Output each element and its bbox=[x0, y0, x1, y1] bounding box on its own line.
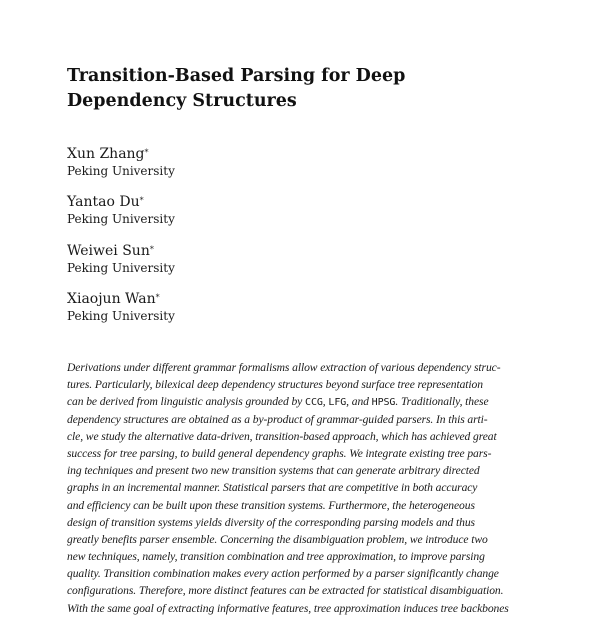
abstract-line: tures. Particularly, bilexical deep dependency structures beyond surface tree representation bbox=[67, 378, 483, 392]
hpsg-acronym: HPSG bbox=[371, 397, 396, 409]
abstract-line: ing techniques and present two new transition systems that can generate arbitrary directed bbox=[67, 464, 480, 478]
author-block bbox=[67, 243, 367, 291]
abstract-line: dependency structures are obtained as a by-product of grammar-guided parsers. In this arti- bbox=[67, 412, 488, 426]
author-list bbox=[67, 146, 367, 339]
author-name: Weiwei Sun* bbox=[67, 242, 154, 259]
abstract bbox=[67, 359, 541, 617]
author-name: Yantao Du* bbox=[67, 194, 144, 211]
author-block bbox=[67, 291, 367, 339]
lfg-acronym: LFG bbox=[328, 397, 347, 409]
abstract-line: and efficiency can be built upon these transition systems. Furthermore, the heterogeneous bbox=[67, 498, 475, 512]
abstract-line: With the same goal of extracting informative features, tree approximation induces tree backbones bbox=[67, 601, 509, 615]
abstract-line: cle, we study the alternative data-driven, transition-based approach, which has achieved great bbox=[67, 429, 497, 443]
abstract-line: greatly benefits parser ensemble. Concerning the disambiguation problem, we introduce two bbox=[67, 532, 488, 546]
abstract-line: success for tree parsing, to build general dependency graphs. We integrate existing tree pars- bbox=[67, 446, 492, 460]
title-line-1: Transition-Based Parsing for Deep bbox=[67, 66, 406, 86]
abstract-line: can be derived from linguistic analysis grounded by CCG, LFG, and HPSG. Traditionally, these bbox=[67, 395, 489, 409]
author-name: Xiaojun Wan* bbox=[67, 290, 160, 307]
author-footnote-mark: * bbox=[139, 196, 144, 206]
author-affiliation: Peking University bbox=[67, 260, 175, 275]
author-block bbox=[67, 194, 367, 242]
paper-title bbox=[67, 64, 487, 114]
author-footnote-mark: * bbox=[149, 244, 154, 254]
abstract-line: Derivations under different grammar formalisms allow extraction of various dependency struc- bbox=[67, 361, 501, 374]
author-footnote-mark: * bbox=[155, 292, 160, 302]
abstract-line: configurations. Therefore, more distinct features can be extracted for statistical disambiguation. bbox=[67, 584, 504, 598]
title-line-2: Dependency Structures bbox=[67, 91, 297, 111]
abstract-line: design of transition systems yields diversity of the corresponding parsing models and thus bbox=[67, 515, 475, 529]
ccg-acronym: CCG bbox=[305, 397, 323, 409]
author-block bbox=[67, 146, 367, 194]
author-affiliation: Peking University bbox=[67, 164, 175, 178]
author-affiliation: Peking University bbox=[67, 212, 175, 227]
abstract-line: graphs in an incremental manner. Statistical parsers that are competitive in both accuracy bbox=[67, 481, 478, 495]
abstract-line: new techniques, namely, transition combination and tree approximation, to improve parsing bbox=[67, 550, 485, 564]
author-name: Xun Zhang* bbox=[67, 146, 149, 162]
abstract-line: quality. Transition combination makes every action performed by a parser significantly change bbox=[67, 567, 499, 581]
author-footnote-mark: * bbox=[144, 148, 149, 157]
author-affiliation: Peking University bbox=[67, 308, 175, 323]
